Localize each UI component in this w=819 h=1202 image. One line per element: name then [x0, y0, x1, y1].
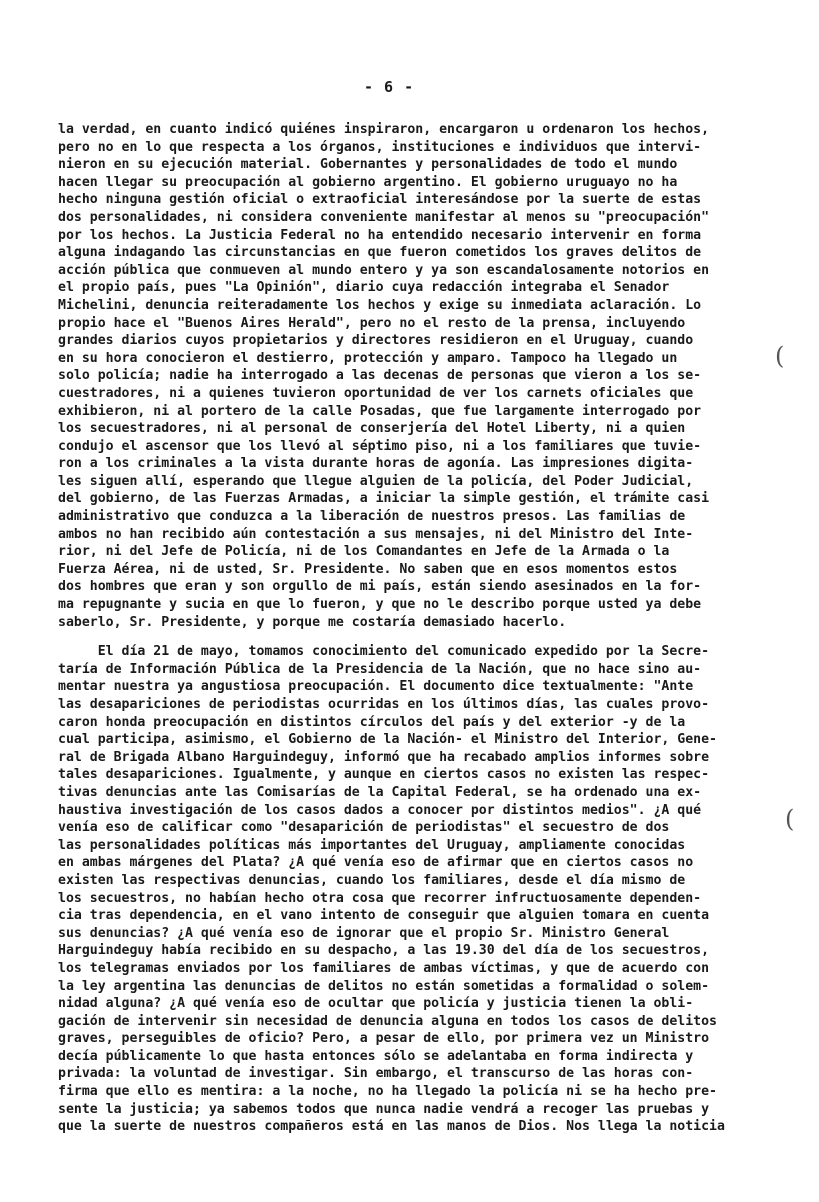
text-line: cuestradores, ni a quienes tuvieron oportunidad de ver los carnets oficiales que — [58, 385, 694, 401]
text-line: administrativo que conduzca a la liberación de nuestros presos. Las familias de — [58, 509, 686, 525]
text-line: el propio país, pues "La Opinión", diario cuya redacción integraba el Senador — [58, 280, 670, 296]
text-line: cia tras dependencia, en el vano intento de conseguir que alguien tomara en cuenta — [58, 908, 710, 924]
text-line: los telegramas enviados por los familiares de ambas víctimas, y que de acuerdo con — [58, 960, 710, 976]
text-line: que la suerte de nuestros compañeros está en las manos de Dios. Nos llega la noticia — [58, 1119, 725, 1135]
text-line: en su hora conocieron el destierro, protección y amparo. Tampoco ha llegado un — [58, 350, 678, 366]
text-line: Harguindeguy había recibido en su despacho, a las 19.30 del día de los secuestros, — [58, 943, 710, 959]
text-line: cual participa, asimismo, el Gobierno de la Nación- el Ministro del Interior, Gene- — [58, 732, 717, 748]
text-line: saberlo, Sr. Presidente, y porque me costaría demasiado hacerlo. — [58, 614, 567, 630]
page-number: - 6 - — [364, 78, 415, 96]
text-line: dos personalidades, ni considera conveniente manifestar al menos su "preocupación" — [58, 209, 710, 225]
text-line: nieron en su ejecución material. Gobernantes y personalidades de todo el mundo — [58, 157, 678, 173]
text-line: condujo el ascensor que los llevó al séptimo piso, ni a los familiares que tuvie- — [58, 438, 702, 454]
text-line: alguna indagando las circunstancias en que fueron cometidos los graves delitos de — [58, 245, 702, 261]
text-line: ral de Brigada Albano Harguindeguy, informó que ha recabado amplios informes sobre — [58, 749, 710, 765]
text-line: les siguen allí, esperando que llegue alguien de la policía, del Poder Judicial, — [58, 473, 694, 489]
text-line: exhibieron, ni al portero de la calle Posadas, que fue largamente interrogado por — [58, 403, 702, 419]
text-line: propio hace el "Buenos Aires Herald", pero no el resto de la prensa, incluyendo — [58, 315, 686, 331]
text-line: gación de intervenir sin necesidad de denuncia alguna en todos los casos de delitos — [58, 1013, 717, 1029]
text-line: tivas denuncias ante las Comisarías de la Capital Federal, se ha ordenado una ex- — [58, 784, 702, 800]
text-line: Fuerza Aérea, ni de usted, Sr. Presidente. No saben que en esos momentos estos — [58, 561, 678, 577]
paragraph-1 — [58, 121, 778, 631]
text-line: en ambas márgenes del Plata? ¿A qué venía eso de afirmar que en ciertos casos no — [58, 855, 694, 871]
text-line: ron a los criminales a la vista durante horas de agonía. Las impresiones digita- — [58, 456, 694, 472]
text-line: ma repugnante y sucia en que lo fueron, y que no le describo porque usted ya debe — [58, 597, 702, 613]
text-line: graves, perseguibles de oficio? Pero, a pesar de ello, por primera vez un Ministro — [58, 1031, 710, 1047]
text-line: Michelini, denuncia reiteradamente los hechos y exige su inmediata aclaración. Lo — [58, 297, 702, 313]
text-line: nidad alguna? ¿A qué venía eso de ocultar que policía y justicia tienen la obli- — [58, 996, 694, 1012]
text-line: hacen llegar su preocupación al gobierno argentino. El gobierno uruguayo no ha — [58, 174, 678, 190]
text-line: los secuestradores, ni al personal de conserjería del Hotel Liberty, ni a quien — [58, 421, 686, 437]
text-line: haustiva investigación de los casos dados a conocer por distintos medios". ¿A qué — [58, 802, 702, 818]
text-line: mentar nuestra ya angustiosa preocupación. El documento dice textualmente: "Ante — [58, 679, 694, 695]
text-line: las personalidades políticas más importantes del Uruguay, ampliamente conocidas — [58, 837, 686, 853]
text-line: pero no en lo que respecta a los órganos, instituciones e individuos que intervi- — [58, 139, 702, 155]
text-line: los secuestros, no habían hecho otra cosa que recorrer infructuosamente dependen- — [58, 890, 702, 906]
text-line: hecho ninguna gestión oficial o extraoficial interesándose por la suerte de estas — [58, 192, 702, 208]
text-line: privada: la voluntad de investigar. Sin embargo, el transcurso de las horas con- — [58, 1066, 694, 1082]
text-line: venía eso de calificar como "desaparición de periodistas" el secuestro de dos — [58, 820, 670, 836]
text-line: del gobierno, de las Fuerzas Armadas, a iniciar la simple gestión, el trámite casi — [58, 491, 710, 507]
text-line: existen las respectivas denuncias, cuando los familiares, desde el día mismo de — [58, 872, 686, 888]
text-line: caron honda preocupación en distintos círculos del país y del exterior -y de la — [58, 714, 686, 730]
text-line: decía públicamente lo que hasta entonces sólo se adelantaba en forma indirecta y — [58, 1048, 694, 1064]
paragraph-spacer — [58, 631, 778, 643]
margin-mark: ( — [775, 342, 785, 370]
text-line: dos hombres que eran y son orgullo de mi país, están siendo asesinados en la for- — [58, 579, 702, 595]
text-line: sus denuncias? ¿A qué venía eso de ignorar que el propio Sr. Ministro General — [58, 925, 670, 941]
text-line: sente la justicia; ya sabemos todos que nunca nadie vendrá a recoger las pruebas y — [58, 1101, 710, 1117]
text-line: solo policía; nadie ha interrogado a las decenas de personas que vieron a los se- — [58, 368, 702, 384]
text-line: por los hechos. La Justicia Federal no ha entendido necesario intervenir en forma — [58, 227, 702, 243]
text-line: tales desapariciones. Igualmente, y aunque en ciertos casos no existen las respec- — [58, 767, 710, 783]
text-line: El día 21 de mayo, tomamos conocimiento del comunicado expedido por la Secre- — [58, 644, 710, 660]
paragraph-2 — [58, 643, 778, 1136]
body-text — [58, 121, 778, 1136]
text-line: las desapariciones de periodistas ocurridas en los últimos días, las cuales provo- — [58, 697, 710, 712]
text-line: acción pública que conmueven al mundo entero y ya son escandalosamente notorios en — [58, 262, 710, 278]
text-line: rior, ni del Jefe de Policía, ni de los Comandantes en Jefe de la Armada o la — [58, 544, 670, 560]
text-line: firma que ello es mentira: a la noche, no ha llegado la policía ni se ha hecho pre- — [58, 1084, 717, 1100]
text-line: ambos no han recibido aún contestación a sus mensajes, ni del Ministro del Inte- — [58, 526, 694, 542]
text-line: taría de Información Pública de la Presidencia de la Nación, que no hace sino au- — [58, 661, 702, 677]
margin-mark: ( — [785, 805, 795, 833]
text-line: la verdad, en cuanto indicó quiénes inspiraron, encargaron u ordenaron los hechos, — [58, 122, 710, 137]
text-line: la ley argentina las denuncias de delitos no están sometidas a formalidad o solem- — [58, 978, 710, 994]
text-line: grandes diarios cuyos propietarios y directores residieron en el Uruguay, cuando — [58, 333, 694, 349]
